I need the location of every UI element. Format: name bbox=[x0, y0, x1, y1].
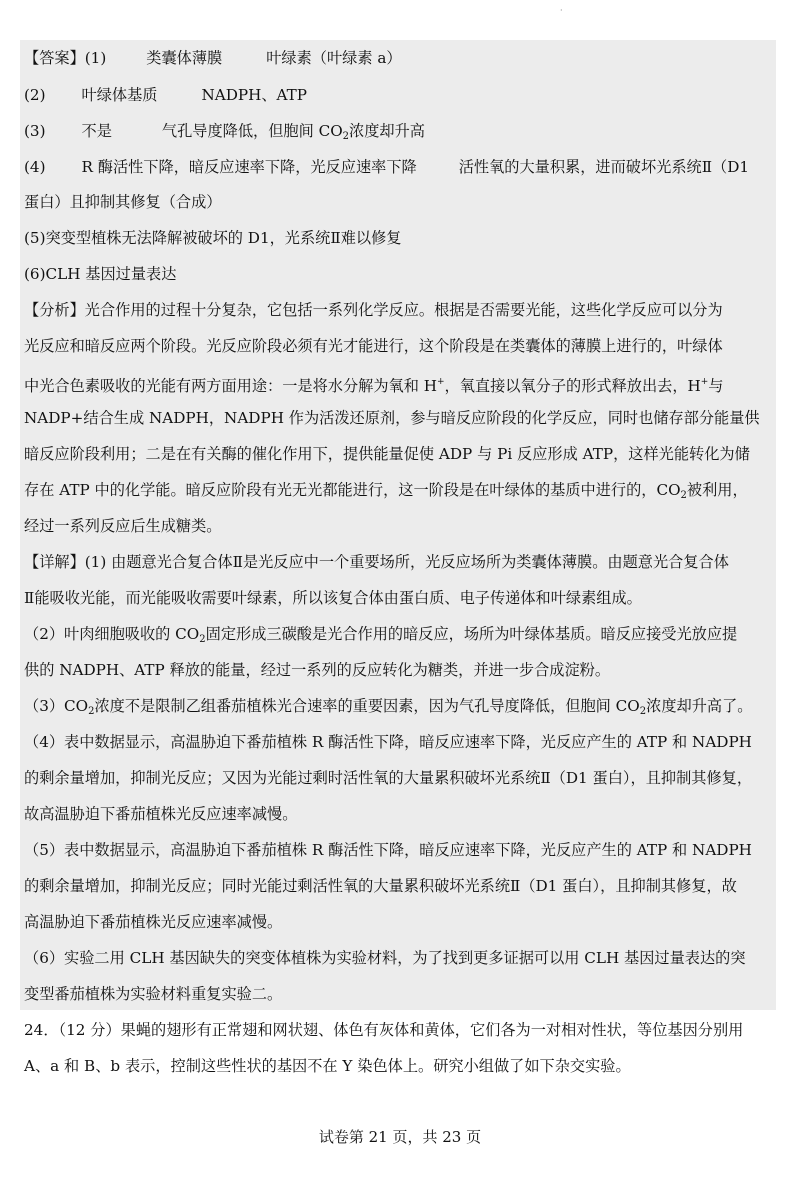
detail-2a: （2）叶肉细胞吸收的 CO bbox=[24, 625, 200, 643]
answer-2-label: (2) bbox=[24, 86, 46, 104]
answer-label: 【答案】(1) bbox=[24, 49, 107, 67]
answer-2b: NADPH、ATP bbox=[201, 86, 308, 104]
detail-1-line-2: Ⅱ能吸收光能，而光能吸收需要叶绿素，所以该复合体由蛋白质、电子传递体和叶绿素组成。 bbox=[24, 589, 642, 607]
detail-2b: 固定形成三碳酸是光合作用的暗反应，场所为叶绿体基质。暗反应接受光放应提 bbox=[205, 625, 738, 643]
analysis-line-3 bbox=[24, 372, 723, 396]
analysis-3b: ，氧直接以氧分子的形式释放出去，H bbox=[444, 377, 701, 395]
scan-dot: · bbox=[560, 6, 563, 15]
answer-4a: R 酶活性下降，暗反应速率下降，光反应速率下降 bbox=[81, 158, 417, 176]
analysis-3a: 中光合色素吸收的光能有两方面用途：一是将水分解为氧和 H bbox=[24, 377, 437, 395]
answer-line-3 bbox=[24, 121, 425, 147]
detail-2-line-2: 供的 NADPH、ATP 释放的能量，经过一系列的反应转化为糖类，并进一步合成淀粉。 bbox=[24, 661, 611, 679]
detail-3a: （3）CO bbox=[24, 697, 89, 715]
analysis-6b: 被利用， bbox=[686, 481, 748, 499]
detail-2-line-1 bbox=[24, 624, 737, 650]
detail-3c: 浓度却升高了。 bbox=[646, 697, 753, 715]
detail-5-line-1: （5）表中数据显示，高温胁迫下番茄植株 R 酶活性下降，暗反应速率下降，光反应产生的 ATP 和 NADPH bbox=[24, 841, 752, 859]
answer-3a: 不是 bbox=[81, 122, 112, 140]
superscript: + bbox=[700, 377, 709, 387]
analysis-line-1: 【分析】光合作用的过程十分复杂，它包括一系列化学反应。根据是否需要光能，这些化学反应可以分为 bbox=[24, 301, 723, 319]
analysis-line-4: NADP+结合生成 NADPH，NADPH 作为活泼还原剂，参与暗反应阶段的化学反应，同时也储存部分能量供 bbox=[24, 409, 760, 427]
answer-line-2 bbox=[24, 85, 307, 105]
question-24-line-2: A、a 和 B、b 表示，控制这些性状的基因不在 Y 染色体上。研究小组做了如下杂交实验。 bbox=[24, 1057, 631, 1075]
detail-3-line-1 bbox=[24, 696, 752, 722]
answer-4-label: (4) bbox=[24, 158, 46, 176]
answer-line-4-cont: 蛋白）且抑制其修复（合成） bbox=[24, 193, 222, 211]
answer-3b: 气孔导度降低，但胞间 CO bbox=[161, 122, 343, 140]
detail-5-line-2: 的剩余量增加，抑制光反应；同时光能过剩活性氧的大量累积破坏光系统Ⅱ（D1 蛋白），且抑制其修复，故 bbox=[24, 877, 737, 895]
analysis-6a: 存在 ATP 中的化学能。暗反应阶段有光无光都能进行，这一阶段是在叶绿体的基质中进行的，CO bbox=[24, 481, 681, 499]
answer-2a: 叶绿体基质 bbox=[81, 86, 158, 104]
subscript: 2 bbox=[680, 490, 687, 501]
answer-line-6: (6)CLH 基因过量表达 bbox=[24, 265, 177, 283]
analysis-line-7: 经过一系列反应后生成糖类。 bbox=[24, 517, 222, 535]
detail-5-line-3: 高温胁迫下番茄植株光反应速率减慢。 bbox=[24, 913, 283, 931]
answer-4b: 活性氧的大量积累，进而破坏光系统Ⅱ（D1 bbox=[458, 158, 750, 176]
detail-6-line-2: 变型番茄植株为实验材料重复实验二。 bbox=[24, 985, 283, 1003]
detail-4-line-2: 的剩余量增加，抑制光反应；又因为光能过剩时活性氧的大量累积破坏光系统Ⅱ（D1 蛋白），且抑制其修复， bbox=[24, 769, 753, 787]
subscript: 2 bbox=[88, 706, 95, 717]
answer-1a: 类囊体薄膜 bbox=[146, 49, 223, 67]
answer-line-5: (5)突变型植株无法降解被破坏的 D1，光系统Ⅱ难以修复 bbox=[24, 229, 402, 247]
subscript: 2 bbox=[639, 706, 647, 717]
detail-3b: 浓度不是限制乙组番茄植株光合速率的重要因素，因为气孔导度降低，但胞间 CO bbox=[94, 697, 640, 715]
subscript: 2 bbox=[342, 131, 350, 142]
answer-line-1 bbox=[24, 48, 402, 68]
subscript: 2 bbox=[199, 634, 206, 645]
answer-line-4 bbox=[24, 157, 749, 177]
analysis-line-6 bbox=[24, 480, 748, 506]
analysis-3c: 与 bbox=[708, 377, 724, 395]
answer-3c: 浓度却升高 bbox=[349, 122, 425, 140]
detail-4-line-3: 故高温胁迫下番茄植株光反应速率减慢。 bbox=[24, 805, 298, 823]
detail-1-line-1: 【详解】(1) 由题意光合复合体Ⅱ是光反应中一个重要场所，光反应场所为类囊体薄膜。由题意光合复合体 bbox=[24, 553, 729, 571]
detail-6-line-1: （6）实验二用 CLH 基因缺失的突变体植株为实验材料，为了找到更多证据可以用 CLH 基因过量表达的突 bbox=[24, 949, 746, 967]
question-24-line-1: 24．（12 分）果蝇的翅形有正常翅和网状翅、体色有灰体和黄体，它们各为一对相对性状，等位基因分别用 bbox=[24, 1021, 744, 1039]
answer-3-label: (3) bbox=[24, 122, 46, 140]
page-footer: 试卷第 21 页，共 23 页 bbox=[318, 1128, 482, 1146]
superscript: + bbox=[436, 377, 445, 387]
analysis-line-2: 光反应和暗反应两个阶段。光反应阶段必须有光才能进行，这个阶段是在类囊体的薄膜上进行的，叶绿体 bbox=[24, 337, 723, 355]
detail-4-line-1: （4）表中数据显示，高温胁迫下番茄植株 R 酶活性下降，暗反应速率下降，光反应产生的 ATP 和 NADPH bbox=[24, 733, 752, 751]
analysis-line-5: 暗反应阶段利用；二是在有关酶的催化作用下，提供能量促使 ADP 与 Pi 反应形成 ATP，这样光能转化为储 bbox=[24, 445, 750, 463]
answer-1b: 叶绿素（叶绿素 a） bbox=[266, 49, 402, 67]
